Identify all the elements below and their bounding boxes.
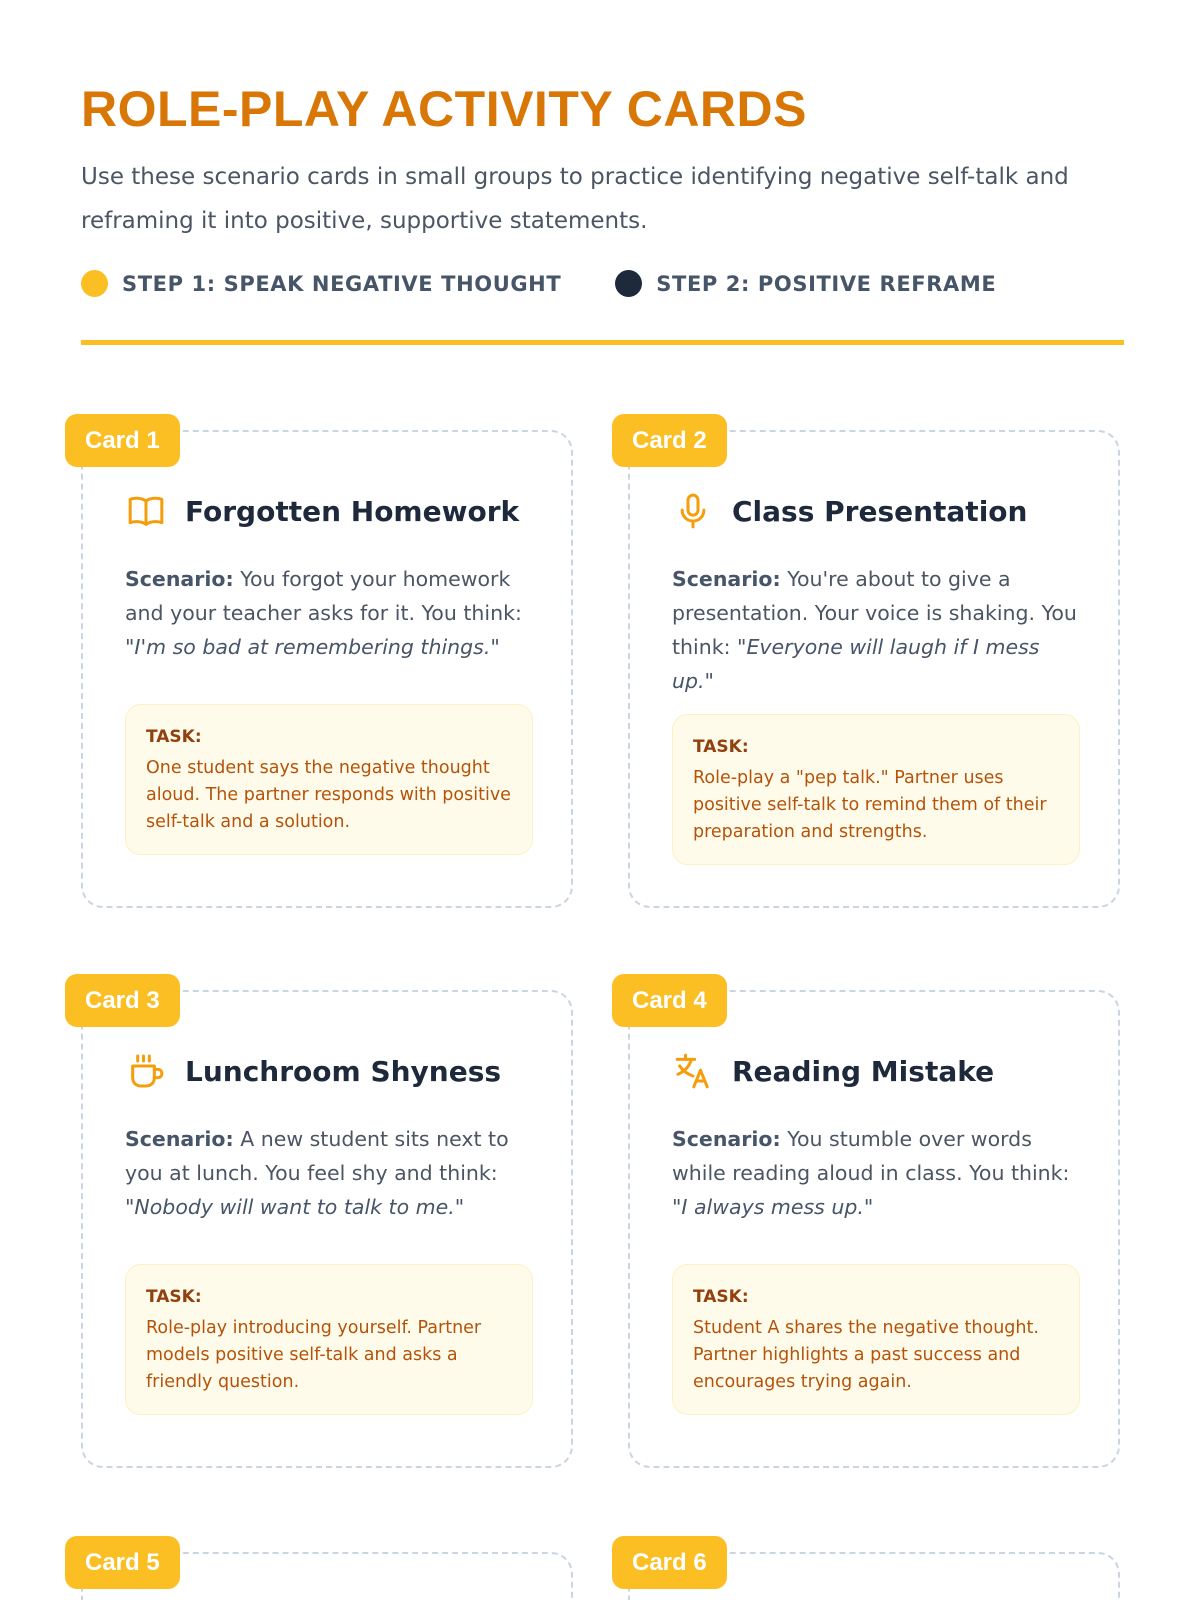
task-text: Student A shares the negative thought. Partner highlights a past success and encourages trying again. bbox=[693, 1318, 1039, 1392]
card-scenario bbox=[125, 562, 535, 664]
scenario-label: Scenario: bbox=[672, 1127, 781, 1151]
activity-card-1 bbox=[81, 427, 573, 908]
card-badge: Card 6 bbox=[612, 1536, 727, 1589]
task-label: TASK: bbox=[693, 737, 749, 757]
legend-step-1 bbox=[81, 270, 561, 297]
task-text: One student says the negative thought aloud. The partner responds with positive self-talk and a solution. bbox=[146, 758, 511, 832]
task-box bbox=[125, 1264, 533, 1415]
task-label: TASK: bbox=[146, 727, 202, 747]
task-box bbox=[125, 704, 533, 855]
step-legend bbox=[81, 270, 1050, 297]
card-title: Reading Mistake bbox=[732, 1054, 995, 1088]
activity-card-4 bbox=[628, 987, 1120, 1468]
negative-thought-quote: "I'm so bad at remembering things." bbox=[125, 635, 500, 659]
language-icon bbox=[672, 1050, 714, 1092]
book-icon bbox=[125, 490, 167, 532]
card-badge: Card 4 bbox=[612, 974, 727, 1027]
intro-text: Use these scenario cards in small groups to practice identifying negative self-talk and reframing it into positive, supportive statements. bbox=[81, 164, 1069, 234]
activity-card-5 bbox=[81, 1549, 573, 1600]
scenario-label: Scenario: bbox=[125, 567, 234, 591]
card-title: Lunchroom Shyness bbox=[185, 1054, 502, 1088]
task-text: Role-play introducing yourself. Partner models positive self-talk and asks a friendly question. bbox=[146, 1318, 482, 1392]
card-scenario bbox=[672, 1122, 1082, 1224]
legend-step-1-label: STEP 1: SPEAK NEGATIVE THOUGHT bbox=[122, 271, 562, 296]
card-header bbox=[125, 490, 519, 532]
card-title: Class Presentation bbox=[732, 494, 1028, 528]
activity-card-6 bbox=[628, 1549, 1120, 1600]
navy-dot-icon bbox=[615, 270, 642, 297]
legend-step-2 bbox=[615, 270, 996, 297]
card-scenario bbox=[125, 1122, 535, 1224]
card-badge: Card 3 bbox=[65, 974, 180, 1027]
card-badge: Card 2 bbox=[612, 414, 727, 467]
scenario-label: Scenario: bbox=[125, 1127, 234, 1151]
scenario-label: Scenario: bbox=[672, 567, 781, 591]
scenario-text: You're about to give a presentation. Your voice is shaking. You think: bbox=[672, 567, 1077, 659]
microphone-icon bbox=[672, 490, 714, 532]
card-badge: Card 5 bbox=[65, 1536, 180, 1589]
negative-thought-quote: "I always mess up." bbox=[672, 1195, 874, 1219]
task-text: Role-play a "pep talk." Partner uses positive self-talk to remind them of their preparation and strengths. bbox=[693, 768, 1047, 842]
activity-card-3 bbox=[81, 987, 573, 1468]
coffee-cup-icon bbox=[125, 1050, 167, 1092]
card-header bbox=[672, 490, 1027, 532]
card-header bbox=[125, 1050, 501, 1092]
negative-thought-quote: "Nobody will want to talk to me." bbox=[125, 1195, 465, 1219]
card-badge: Card 1 bbox=[65, 414, 180, 467]
scenario-text: You forgot your homework and your teacher asks for it. You think: bbox=[125, 567, 522, 625]
scenario-text: You stumble over words while reading aloud in class. You think: bbox=[672, 1127, 1070, 1185]
task-box bbox=[672, 1264, 1080, 1415]
legend-step-2-label: STEP 2: POSITIVE REFRAME bbox=[656, 271, 997, 296]
yellow-dot-icon bbox=[81, 270, 108, 297]
card-scenario bbox=[672, 562, 1082, 698]
card-header bbox=[672, 1050, 994, 1092]
negative-thought-quote: "Everyone will laugh if I mess up." bbox=[672, 635, 1040, 693]
task-label: TASK: bbox=[693, 1287, 749, 1307]
scenario-text: A new student sits next to you at lunch. You feel shy and think: bbox=[125, 1127, 509, 1185]
task-label: TASK: bbox=[146, 1287, 202, 1307]
card-title: Forgotten Homework bbox=[185, 494, 520, 528]
page-title: ROLE-PLAY ACTIVITY CARDS bbox=[81, 81, 807, 137]
task-box bbox=[672, 714, 1080, 865]
activity-card-2 bbox=[628, 427, 1120, 908]
header-divider bbox=[81, 340, 1124, 345]
